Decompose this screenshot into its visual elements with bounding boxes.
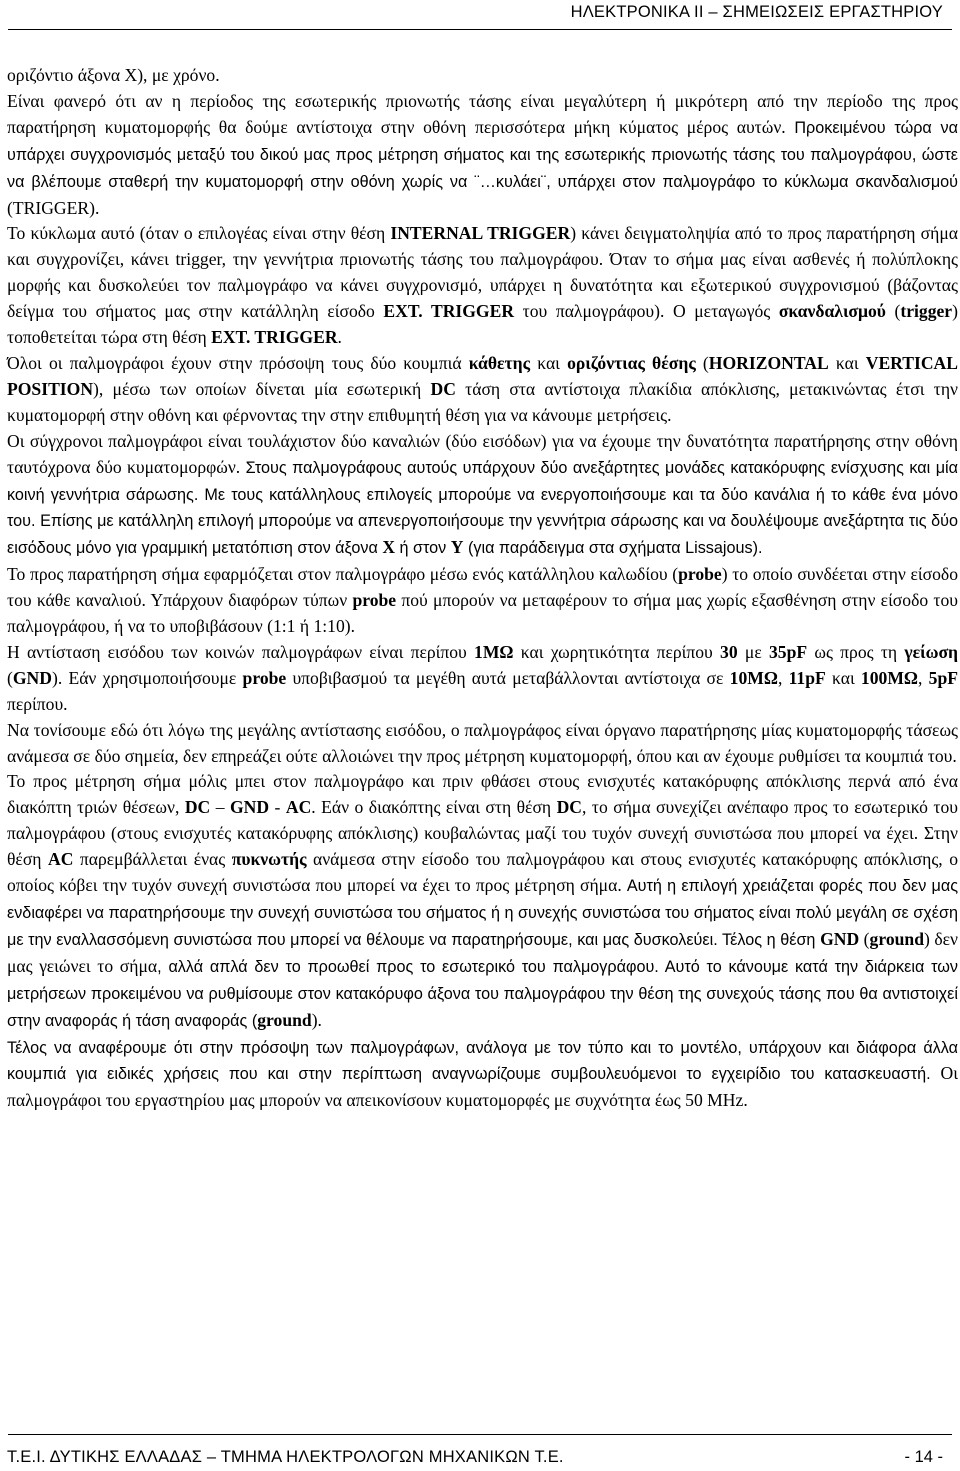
footer-institution: Τ.Ε.Ι. ΔΥΤΙΚΗΣ ΕΛΛΑΔΑΣ – ΤΜΗΜΑ ΗΛΕΚΤΡΟΛΟΓΩΝ ΜΗΧΑΝΙΚΩΝ Τ.Ε.: [7, 1448, 564, 1466]
bold-term: DC: [556, 797, 583, 818]
bold-term: probe: [242, 667, 287, 688]
bold-term: Y: [450, 537, 464, 558]
bold-term: DC: [430, 378, 456, 399]
text-run: Να τονίσουμε εδώ ότι λόγω της μεγάλης αντίστασης εισόδου, ο παλμογράφος είναι όργανο παρατήρησης μίας κυματομορφής τάσεως ανάμεσα σε δύο σημεία, δεν επηρεάζει ούτε αλλοιώνει την προς μέτρηση κυματομορφή, όπου και αν έχουμε ρυθμίσει τα κουμπιά του.: [7, 719, 958, 766]
text-run: Οι παλμογράφοι του εργαστηρίου μας μπορούν να απεικονίσουν κυματομορφές με συχνότητα έως 50 MHz.: [7, 1063, 958, 1111]
text-run: Το κύκλωμα αυτό (όταν ο επιλογέας είναι στην θέση: [7, 223, 391, 244]
text-run: και χωρητικότητα περίπου: [513, 641, 721, 662]
text-run: Στους παλμογράφους αυτούς υπάρχουν δύο ανεξάρτητες μονάδες κατακόρυφης ενίσχυσης και μία κοινή γεννήτρια σάρωσης. Με τους κατάλληλους επιλογείς μπορούμε να ενεργοποιήσουμε και τα δύο κανάλια ή το κάθε ένα μόνο του. Επίσης με κατάλληλη επιλογή μπορούμε να απενεργοποιήσουμε την γεννήτρια σάρωσης και να δουλέψουμε ανεξάρτητα τις δύο εισόδους μόνο για γραμμική μετατόπιση στον άξονα: [7, 458, 958, 558]
bold-term: 100ΜΩ: [860, 667, 919, 688]
text-run: ), μέσω των οποίων δίνεται μία εσωτερική: [93, 378, 431, 399]
bold-term: GND: [12, 667, 52, 688]
text-run: ) τοποθετείται τώρα στη θέση: [7, 301, 958, 348]
text-run: .: [337, 327, 342, 348]
paragraph: [7, 429, 958, 563]
text-run: με: [737, 641, 769, 662]
bold-term: EXT. TRIGGER: [211, 327, 338, 348]
bold-term: DC: [184, 797, 211, 818]
bold-term: GND: [820, 928, 860, 949]
bold-term: EXT. TRIGGER: [383, 301, 515, 322]
text-run: -: [269, 797, 286, 818]
text-run: υποβιβασμού τα μεγέθη αυτά μεταβάλλονται αντίστοιχα σε: [286, 667, 730, 688]
paragraph: [7, 718, 958, 770]
page-number: - 14 -: [904, 1448, 943, 1466]
bold-term: πυκνωτής: [231, 849, 307, 870]
text-run: Οι σύγχρονοι παλμογράφοι είναι τουλάχιστον δύο καναλιών (δύο εισόδων) για να έχουμε την δυνατότητα παρατήρησης στην οθόνη ταυτόχρονα δύο κυματομορφών.: [7, 430, 958, 477]
bold-term: trigger: [900, 301, 953, 322]
text-run: –: [210, 797, 230, 818]
text-run: , αλλά απλά δεν το προωθεί προς το εσωτερικό του παλμογράφου. Αυτό το κάνουμε κατά την διάρκεια των μετρήσεων προκειμένου να ρυθμίσουμε στον κατακόρυφο άξονα του παλμογράφου την θέση της συνεχούς τάσης που θα αντιστοιχεί στην αναφοράς ή τάση αναφοράς (: [7, 957, 958, 1030]
bold-term: HORIZONTAL: [708, 352, 829, 373]
bold-term: probe: [352, 590, 397, 611]
text-run: Είναι φανερό ότι αν η περίοδος της εσωτερικής πριονωτής τάσης είναι μεγαλύτερη ή μικρότερη από την περίοδο της προς παρατήρηση κυματομορφής θα δούμε αντίστοιχα στην οθόνη περισσότερα μήκη κύματος μέρος αυτών.: [7, 90, 958, 137]
footer-rule: [8, 1434, 952, 1435]
text-run: Το προς μέτρηση σήμα μόλις μπει στον παλμογράφο και πριν φθάσει στους ενισχυτές κατακόρυφης απόκλισης περνά από ένα διακόπτη τριών θέσεων,: [7, 771, 958, 818]
text-run: (: [859, 928, 870, 949]
paragraph: [7, 221, 958, 351]
bold-term: οριζόντιας θέσης: [567, 352, 696, 373]
text-run: ) δεν μας γειώνει το σήμα: [7, 928, 959, 976]
paragraph: [7, 1035, 958, 1115]
bold-term: AC: [47, 849, 74, 870]
bold-term: 10ΜΩ: [729, 667, 778, 688]
text-run: (: [7, 667, 13, 688]
text-run: οριζόντιο άξονα Χ), με χρόνο.: [7, 65, 220, 85]
bold-term: X: [382, 537, 396, 558]
text-run: και: [530, 352, 568, 373]
text-run: ή στον: [395, 539, 451, 558]
bold-term: 30: [720, 641, 738, 662]
bold-term: γείωση: [904, 641, 959, 662]
paragraph: [7, 769, 958, 1034]
bold-term: ground: [869, 928, 924, 949]
text-run: . Εάν ο διακόπτης είναι στη θέση: [311, 797, 557, 818]
text-run: (: [695, 352, 709, 373]
text-run: Όλοι οι παλμογράφοι έχουν στην πρόσοψη τους δύο κουμπιά: [7, 352, 469, 373]
text-run: ,: [918, 667, 929, 688]
page-header-title: ΗΛΕΚΤΡΟΝΙΚΑ ΙΙ – ΣΗΜΕΙΩΣΕΙΣ ΕΡΓΑΣΤΗΡΙΟΥ: [570, 3, 943, 21]
text-run: πού μπορούν να μεταφέρουν το σήμα μας χωρίς εξασθένηση στην είσοδο του παλμογράφου, ή να το υποβιβάσουν (1:1 ή 1:10).: [7, 590, 958, 637]
bold-term: probe: [678, 564, 722, 585]
text-run: ) το οποίο συνδέεται στην είσοδο του κάθε καναλιού. Υπάρχουν διαφόρων τύπων: [7, 564, 958, 611]
bold-term: VERTICAL POSITION: [7, 352, 958, 399]
bold-term: 35pF: [768, 641, 808, 662]
text-run: περίπου.: [7, 693, 68, 714]
text-run: ) κάνει δειγματοληψία από το προς παρατήρηση σήμα και συγχρονίζει, κάνει trigger, την γεννήτρια πριονωτής τάσης του παλμογράφου. Όταν το σήμα μας είναι ασθενές ή πολύπλοκης μορφής και δυσκολεύει τον παλμογράφο να κάνει συγχρονισμό, υπάρχει η δυνατότητα και εξωτερικού συγχρονισμού (βάζοντας δείγμα του σήματος μας στην κατάλληλη είσοδο: [7, 223, 958, 322]
document-body: [7, 63, 958, 1114]
text-run: (: [885, 301, 901, 322]
text-run: και: [828, 352, 866, 373]
text-run: Η αντίσταση εισόδου των κοινών παλμογράφων είναι περίπου: [7, 641, 475, 662]
paragraph: [7, 89, 958, 222]
text-run: ).: [311, 1009, 322, 1030]
text-run: Τέλος να αναφέρουμε ότι στην πρόσοψη των παλμογράφων, ανάλογα με τον τύπο και το μοντέλο, υπάρχουν και διάφορα άλλα κουμπιά για ειδικές χρήσεις που και στην περίπτωση αναγνωρίζουμε συμβουλευόμενοι το εγχειρίδιο του κατασκευαστή.: [7, 1038, 958, 1084]
bold-term: σκανδαλισμού: [778, 301, 886, 322]
paragraph: [7, 640, 958, 718]
paragraph: [7, 63, 958, 89]
bold-term: GND: [229, 797, 270, 818]
bold-term: ground: [257, 1009, 312, 1030]
bold-term: κάθετης: [468, 352, 531, 373]
text-run: τάση στα αντίστοιχα πλακίδια απόκλισης, μετακινώντας έτσι την κυματομορφή στην οθόνη και φέρνοντας την στην επιθυμητή θέση για να κάνουμε μετρήσεις.: [7, 378, 958, 425]
text-run: (TRIGGER).: [7, 197, 100, 218]
bold-term: 5pF: [928, 667, 959, 688]
text-run: , το σήμα συνεχίζει ανέπαφο προς το εσωτερικό του παλμογράφου (στους ενισχυτές κατακόρυφης απόκλισης) κουβαλώντας μαζί του τυχόν συνεχή συνιστώσα που μπορεί να έχει. Στην θέση: [7, 797, 959, 870]
bold-term: 1ΜΩ: [474, 641, 514, 662]
bold-term: INTERNAL TRIGGER: [390, 223, 571, 244]
text-run: Αυτή η επιλογή χρειάζεται φορές που δεν μας ενδιαφέρει να παρατηρήσουμε την συνεχή συνιστώσα του σήματος ή η συνεχής συνιστώσα του σήματος είναι πολύ μεγάλη σε σχέση με την εναλλασσόμενη συνιστώσα που μπορεί να θέλουμε να παρατηρήσουμε, και μας δυσκολεύει. Τέλος η θέση: [7, 877, 959, 949]
text-run: του παλμογράφου). Ο μεταγωγός: [514, 301, 779, 322]
text-run: παρεμβάλλεται ένας: [73, 849, 232, 870]
bold-term: AC: [285, 797, 312, 818]
text-run: ως προς τη: [807, 641, 905, 662]
paragraph: [7, 351, 958, 429]
text-run: ,: [777, 667, 789, 688]
bold-term: 11pF: [788, 667, 826, 688]
text-run: Προκειμένου τώρα να υπάρχει συγχρονισμός μεταξύ του δικού μας προς μέτρηση σήματος και της εσωτερικής πριονωτής τάσης του παλμογράφου, ώστε να βλέπουμε σταθερή την κυματομορφή στην οθόνη χωρίς να ¨…κυλάει¨, υπάρχει στον παλμογράφο το κύκλωμα σκανδαλισμού: [7, 118, 958, 191]
paragraph: [7, 562, 958, 640]
text-run: και: [825, 667, 861, 688]
text-run: ανάμεσα στην είσοδο του παλμογράφου και στους ενισχυτές κατακόρυφης απόκλισης, ο οποίος κόβει την τυχόν συνεχή συνιστώσα που μπορεί να έχει το προς μέτρηση σήμα.: [7, 849, 958, 896]
text-run: ). Εάν χρησιμοποιήσουμε: [51, 667, 243, 688]
text-run: (για παράδειγμα στα σχήματα Lissajous).: [463, 539, 763, 558]
text-run: Το προς παρατήρηση σήμα εφαρμόζεται στον παλμογράφο μέσω ενός κατάλληλου καλωδίου (: [7, 564, 679, 585]
header-rule: [8, 29, 952, 30]
